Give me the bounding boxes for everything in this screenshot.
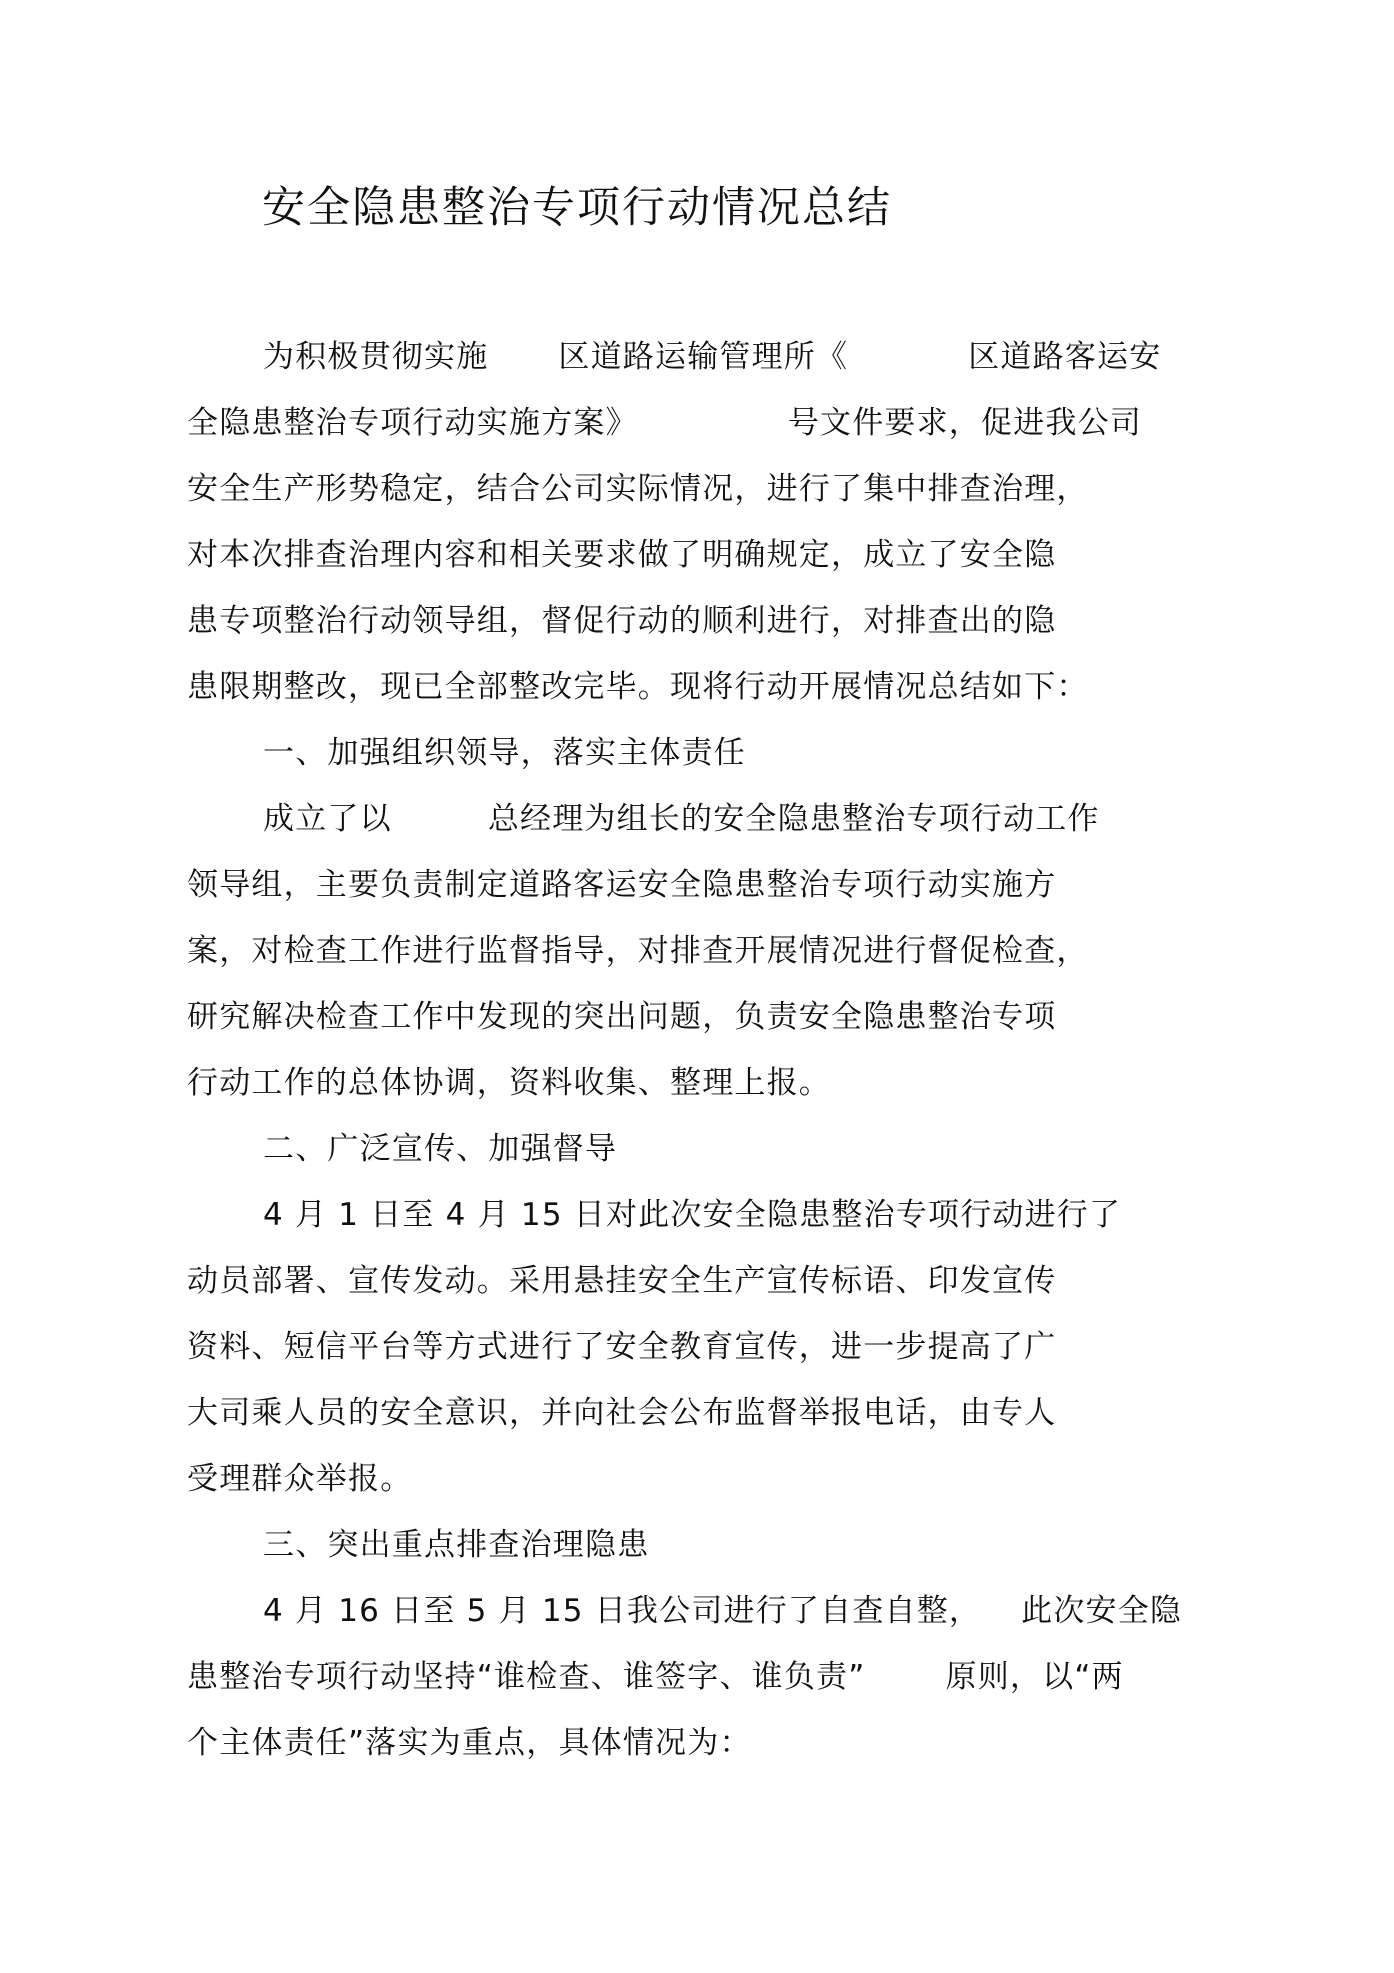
paragraph-3-line-1: 4 月 1 日至 4 月 15 日对此次安全隐患整治专项行动进行了 bbox=[263, 1197, 1122, 1233]
document-title bbox=[0, 178, 1394, 238]
p4-l1-text-b: 此次安全隐 bbox=[1021, 1593, 1183, 1629]
paragraph-3-line-3: 资料、短信平台等方式进行了安全教育宣传，进一步提高了广 bbox=[187, 1329, 1057, 1365]
paragraph-1-line-6: 患限期整改，现已全部整改完毕。现将行动开展情况总结如下： bbox=[187, 669, 1089, 705]
p4-l1-text-a: 4 月 16 日至 5 月 15 日我公司进行了自查自整， bbox=[263, 1593, 982, 1629]
p1-l1-text-c: 区道路客运安 bbox=[968, 339, 1162, 375]
p2-l1-text-a: 成立了以 bbox=[263, 801, 392, 837]
p1-l2-text-a: 全隐患整治专项行动实施方案》 bbox=[187, 405, 638, 441]
paragraph-4-line-3: 个主体责任”落实为重点，具体情况为： bbox=[187, 1725, 752, 1761]
paragraph-4-line-2 bbox=[187, 1655, 1124, 1699]
p4-l2-text-b: 原则，以“两 bbox=[945, 1659, 1124, 1695]
p4-l2-text-a: 患整治专项行动坚持“谁检查、谁签字、谁负责” bbox=[187, 1659, 866, 1695]
section-heading-1: 一、加强组织领导，落实主体责任 bbox=[263, 735, 746, 771]
paragraph-3-line-5: 受理群众举报。 bbox=[187, 1461, 413, 1497]
paragraph-1-line-2 bbox=[187, 401, 1142, 445]
p1-l1-text-b: 区道路运输管理所《 bbox=[558, 339, 849, 375]
paragraph-2-line-4: 研究解决检查工作中发现的突出问题，负责安全隐患整治专项 bbox=[187, 999, 1057, 1035]
paragraph-1-line-5: 患专项整治行动领导组，督促行动的顺利进行，对排查出的隐 bbox=[187, 603, 1057, 639]
paragraph-1-line-4: 对本次排查治理内容和相关要求做了明确规定，成立了安全隐 bbox=[187, 537, 1057, 573]
paragraph-1-line-3: 安全生产形势稳定，结合公司实际情况，进行了集中排查治理， bbox=[187, 471, 1089, 507]
paragraph-3-line-2: 动员部署、宣传发动。采用悬挂安全生产宣传标语、印发宣传 bbox=[187, 1263, 1057, 1299]
paragraph-1-line-1 bbox=[263, 335, 1161, 379]
section-heading-3: 三、突出重点排查治理隐患 bbox=[263, 1527, 650, 1563]
paragraph-2-line-5: 行动工作的总体协调，资料收集、整理上报。 bbox=[187, 1065, 831, 1101]
paragraph-3-line-4: 大司乘人员的安全意识，并向社会公布监督举报电话，由专人 bbox=[187, 1395, 1057, 1431]
p1-l2-text-b: 号文件要求，促进我公司 bbox=[787, 405, 1143, 441]
paragraph-2-line-3: 案，对检查工作进行监督指导，对排查开展情况进行督促检查， bbox=[187, 933, 1089, 969]
document-title-text: 安全隐患整治专项行动情况总结 bbox=[262, 183, 892, 233]
p1-l1-text-a: 为积极贯彻实施 bbox=[263, 339, 489, 375]
paragraph-4-line-1 bbox=[263, 1589, 1182, 1633]
paragraph-2-line-2: 领导组，主要负责制定道路客运安全隐患整治专项行动实施方 bbox=[187, 867, 1057, 903]
section-heading-2: 二、广泛宣传、加强督导 bbox=[263, 1131, 618, 1167]
paragraph-2-line-1 bbox=[263, 797, 1100, 841]
p2-l1-text-b: 总经理为组长的安全隐患整治专项行动工作 bbox=[487, 801, 1100, 837]
